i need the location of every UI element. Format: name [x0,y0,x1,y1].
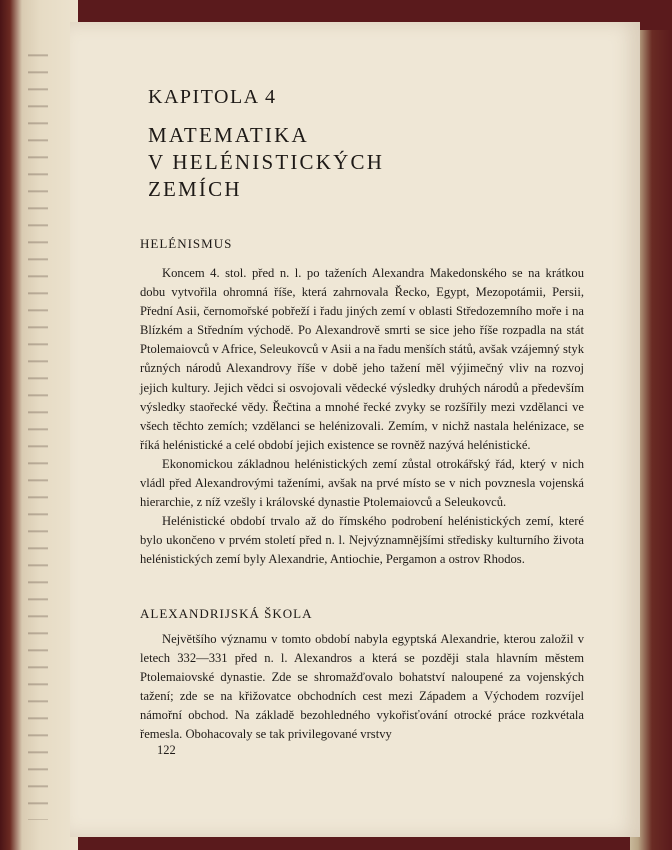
chapter-title-line-2: V HELÉNISTICKÝCH [148,150,385,174]
chapter-title-line-1: MATEMATIKA [148,123,309,147]
paragraph: Helénistické období trvalo až do římského podrobení helénistických zemí, které bylo ukončeno v prvém století před n. l. Nejvýznamnějšími středisky kulturního života helénistických zemí byly Alexandrie, Antiochie, Pergamon a ostrov Rhodos. [140,514,584,567]
paragraph: Koncem 4. stol. před n. l. po taženích Alexandra Makedonského se na krátkou dobu vytvořila ohromná říše, která zahrnovala Řecko, Egypt, Mezopotámii, Persii, Přední Asii, černomořské pobřeží i řadu jiných zemí v oblasti Středozemního moře i na Blízkém a Středním východě. Po Alexandrově smrti se sice jeho říše rozpadla na stát Ptolemaiovců v Africe, Seleukovců v Asii a na řadu menších států, avšak vzájemný styk různých národů Alexandrovy říše v době jeho tažení měl výjimečný vliv na rozvoj jejich kultury. Jejich vědci si osvojovali vědecké výsledky druhých národů a především výsledky staořecké vědy. Řečtina a mnohé řecké zvyky se rozšířily mezi vzdělanci ve všech těchto zemích; vzdělanci se helénizovali. Zemím, v nichž nastala helénizace, se říká helénistické a celé období jejich existence se rovněž nazývá helénistické. [140,266,584,452]
section-body-alexandrijska-skola [140,630,584,745]
section-heading-alexandrijska-skola: ALEXANDRIJSKÁ ŠKOLA [140,606,313,621]
chapter-label: KAPITOLA 4 [148,86,277,108]
paragraph: Ekonomickou základnou helénistických zemí zůstal otrokářský řád, který v nich vládl před Alexandrovými taženími, avšak na prvé místo se v nich povznesla vojenská hierarchie, z níž vzešly i královské dynastie Ptolemaiovců a Seleukovců. [140,456,584,510]
chapter-title [148,122,448,203]
section-heading-helenismus: HELÉNISMUS [140,236,233,251]
section-body-helenismus [140,264,584,570]
binding-stitching [28,40,48,820]
page-number: 122 [157,743,176,757]
paragraph: Největšího významu v tomto období nabyla egyptská Alexandrie, kterou založil v letech 332—331 před n. l. Alexandros a která se později stala hlavním městem Ptolemaiovské dynastie. Zde se shromažďovalo bohatství naloupené za vojenských tažení; zde se na křižovatce obchodních cest mezi Západem a Východem rozvíjel námořní obchod. Na základě bezohledného vykořisťování otrocké práce rozkvétala řemesla. Obohacovaly se tak privilegované vrstvy [140,632,584,742]
chapter-title-line-3: ZEMÍCH [148,177,242,201]
